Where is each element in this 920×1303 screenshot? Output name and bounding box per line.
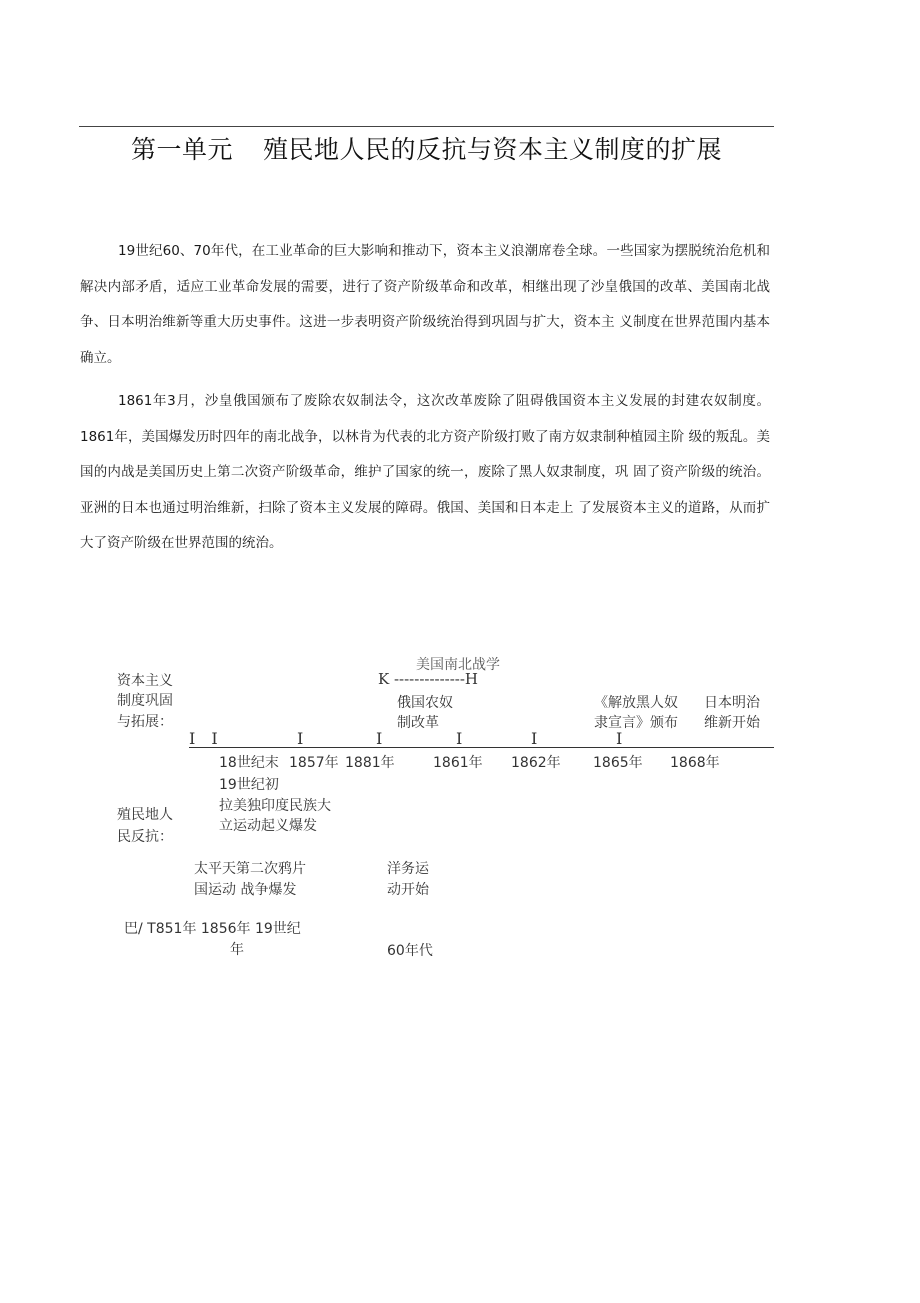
unit-label: 第一单元 [130, 135, 233, 164]
latin-america-line-1: 拉美独印度民族大 [219, 798, 331, 814]
westernization-line-2: 动开始 [387, 882, 429, 898]
taiping-opium-line-2: 国运动 战争爆发 [194, 882, 297, 898]
timeline-axis [189, 747, 774, 748]
paragraph-1: 19世纪60、70年代，在工业革命的巨大影响和推动下，资本主义浪潮席卷全球。一些国家为摆脱统治危机和解决内部矛盾，适应工业革命发展的需要，进行了资产阶级革命和改革，相继出现了沙皇俄国的改革、美国南北战争、日本明治维新等重大历史事件。这进一步表明资产阶级统治得到巩固与扩大，资本主 义制度在世界范围内基本确立。 [80, 243, 770, 366]
taiping-opium-line-1: 太平天第二次鸦片 [194, 861, 306, 877]
body-text-2 [80, 384, 770, 562]
date-1868: 1868年 [670, 755, 720, 771]
russia-event-line-2: 制改革 [397, 715, 439, 731]
upper-label-line-1: 资本主义 [117, 673, 173, 689]
tick-mark-4: I [456, 729, 463, 748]
lower-dates-line-2: 年 [230, 942, 244, 958]
body-text [80, 234, 770, 376]
date-19c-early: 19世纪初 [219, 777, 279, 793]
title-text: 殖民地人民的反抗与资本主义制度的扩展 [263, 135, 723, 164]
civil-war-label: 美国南北战学 [416, 657, 500, 673]
date-1861: 1861年 [433, 755, 483, 771]
date-1862: 1862年 [511, 755, 561, 771]
date-1865: 1865年 [593, 755, 643, 771]
emancipation-event-line-1: 《解放黑人奴 [594, 695, 678, 711]
latin-america-line-2: 立运动起义爆发 [219, 818, 317, 834]
paragraph-2: 1861年3月，沙皇俄国颁布了废除农奴制法令，这次改革废除了阻碍俄国资本主义发展的封建农奴制度。1861年，美国爆发历时四年的南北战争，以林肯为代表的北方资产阶级打败了南方奴隶制种植园主阶 级的叛乱。美国的内战是美国历史上第二次资产阶级革命，维护了国家的统一，废除了黑人奴隶制度，巩 固了资产阶级的统治。亚洲的日本也通过明治维新，扫除了资本主义发展的障碍。俄国、美国和日本走上 了发展资本主义的道路，从而扩大了资产阶级在世界范围的统治。 [80, 393, 770, 551]
upper-label-line-3: 与拓展： [117, 714, 173, 730]
lower-dates-line-1: 巴/ T851年 1856年 19世纪 [124, 921, 301, 937]
lower-label-line-1: 殖民地人 [117, 807, 173, 823]
westernization-line-1: 洋务运 [387, 861, 429, 877]
meiji-event-line-2: 维新开始 [704, 715, 760, 731]
emancipation-event-line-2: 隶宣言》颁布 [594, 715, 678, 731]
upper-label-line-2: 制度巩固 [117, 693, 173, 709]
tick-mark-6: I [616, 729, 623, 748]
date-1881: 1881年 [345, 755, 395, 771]
tick-mark-1: I__I [189, 729, 218, 748]
top-rule [79, 126, 774, 127]
civil-war-span: K --------------H [378, 670, 479, 688]
tick-mark-5: I [531, 729, 538, 748]
tick-mark-3: I [376, 729, 383, 748]
russia-event-line-1: 俄国农奴 [397, 695, 453, 711]
page-title [79, 130, 774, 166]
date-1857: 1857年 [289, 755, 339, 771]
lower-label-line-2: 民反抗： [117, 829, 173, 845]
date-18c-end: 18世纪末 [219, 755, 279, 771]
meiji-event-line-1: 日本明治 [704, 695, 760, 711]
tick-mark-2: I [297, 729, 304, 748]
date-1860s: 60年代 [387, 943, 433, 959]
